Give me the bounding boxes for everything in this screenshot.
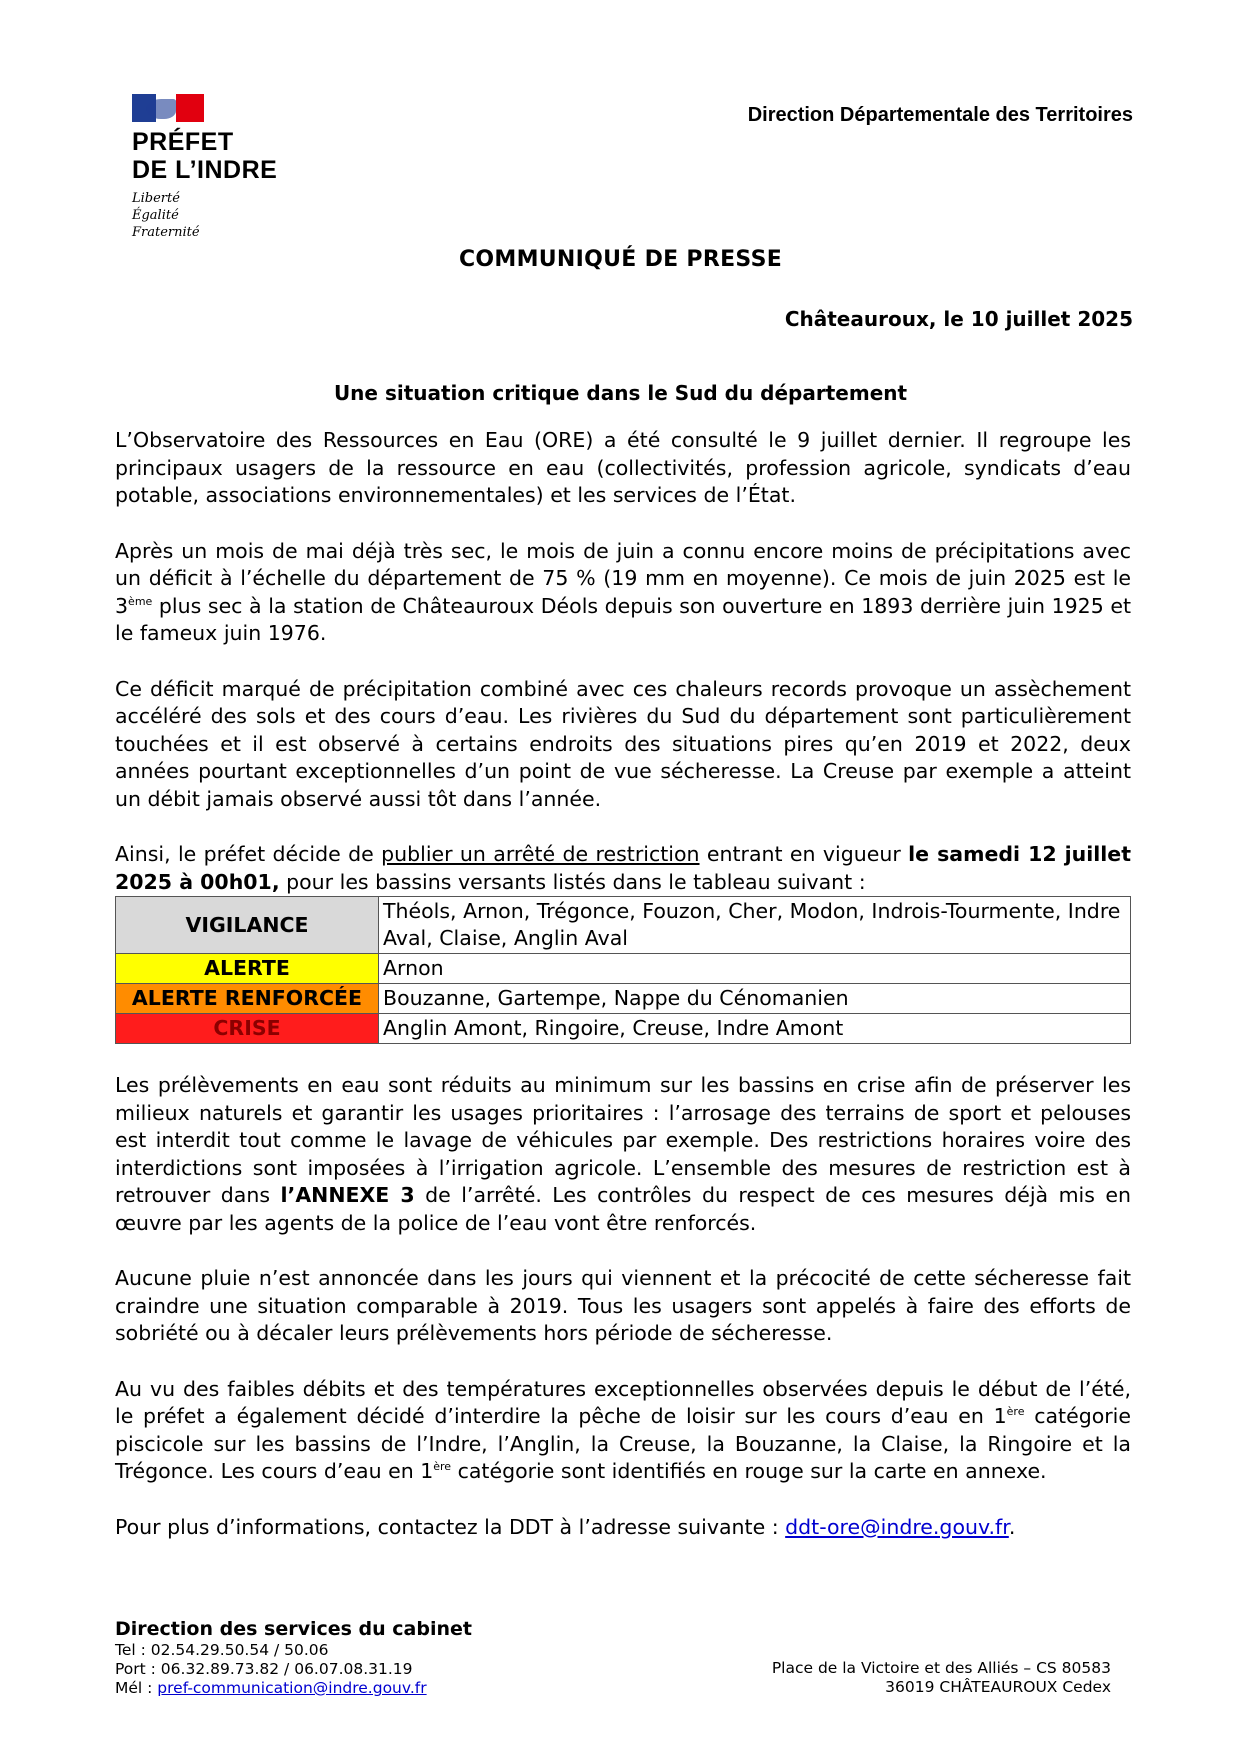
footer-heading: Direction des services du cabinet bbox=[115, 1618, 472, 1640]
footer-contact bbox=[115, 1617, 472, 1698]
footer-port: Port : 06.32.89.73.82 / 06.07.08.31.19 bbox=[115, 1660, 413, 1678]
level-crise: CRISE bbox=[116, 1014, 379, 1044]
paragraph-2: Après un mois de mai déjà très sec, le mois de juin a connu encore moins de précipitations avec un déficit à l’échelle du département de 75 % (19 mm en moyenne). Ce mois de juin 2025 est le 3ème plus sec à la station de Châteauroux Déols depuis son ouverture en 1893 derrière juin 1925 et le fameux juin 1976. bbox=[115, 538, 1131, 645]
motto-egalite: Égalité bbox=[132, 208, 179, 223]
address-line-1: Place de la Victoire et des Alliés – CS 80583 bbox=[771, 1659, 1111, 1677]
table-row bbox=[116, 897, 1131, 954]
motto-liberte: Liberté bbox=[132, 191, 180, 206]
logo-line-2: DE L’INDRE bbox=[132, 156, 278, 184]
body-text bbox=[115, 427, 1131, 1569]
footer-address bbox=[772, 1659, 1111, 1697]
level-vigilance: VIGILANCE bbox=[116, 897, 379, 954]
basins-cell: Théols, Arnon, Trégonce, Fouzon, Cher, Modon, Indrois-Tourmente, Indre Aval, Claise, Anglin Aval bbox=[379, 897, 1131, 954]
paragraph-1: L’Observatoire des Ressources en Eau (ORE) a été consulté le 9 juillet dernier. Il regroupe les principaux usagers de la ressource en eau (collectivités, profession agricole, syndicats d’eau potable, associations environnementales) et les services de l’État. bbox=[115, 428, 1131, 507]
logo-line-1: PRÉFET bbox=[132, 128, 234, 156]
level-alerte: ALERTE bbox=[116, 954, 379, 984]
paragraph-8: Pour plus d’informations, contactez la DDT à l’adresse suivante : ddt-ore@indre.gouv.fr. bbox=[115, 1514, 1016, 1539]
date-line: Châteauroux, le 10 juillet 2025 bbox=[784, 307, 1133, 331]
paragraph-7: Au vu des faibles débits et des températures exceptionnelles observées depuis le début de l’été, le préfet a également décidé d’interdire la pêche de loisir sur les cours d’eau en 1ère catégorie piscicole sur les bassins de l’Indre, l’Anglin, la Creuse, la Bouzanne, la Claise, la Ringoire et la Trégonce. Les cours d’eau en 1ère catégorie sont identifiés en rouge sur la carte en annexe. bbox=[115, 1376, 1131, 1483]
logo-title bbox=[132, 128, 292, 184]
arrete-link[interactable]: publier un arrêté de restriction bbox=[381, 842, 700, 866]
address-line-2: 36019 CHÂTEAUROUX Cedex bbox=[885, 1678, 1111, 1696]
marianne-flag-icon bbox=[132, 94, 204, 122]
footer-mel: Mél : pref-communication@indre.gouv.fr bbox=[115, 1679, 427, 1697]
basins-cell: Anglin Amont, Ringoire, Creuse, Indre Amont bbox=[379, 1014, 1131, 1044]
basins-cell: Bouzanne, Gartempe, Nappe du Cénomanien bbox=[379, 984, 1131, 1014]
subtitle: Une situation critique dans le Sud du département bbox=[333, 381, 908, 405]
footer-tel: Tel : 02.54.29.50.54 / 50.06 bbox=[115, 1641, 329, 1659]
paragraph-6: Aucune pluie n’est annoncée dans les jours qui viennent et la précocité de cette sécheresse fait craindre une situation comparable à 2019. Tous les usagers sont appelés à faire des efforts de sobriété ou à décaler leurs prélèvements hors période de sécheresse. bbox=[115, 1266, 1131, 1345]
table-row bbox=[116, 954, 1131, 984]
table-row bbox=[116, 984, 1131, 1014]
prefecture-logo bbox=[132, 94, 292, 241]
motto bbox=[132, 190, 292, 241]
restriction-table bbox=[115, 896, 1131, 1044]
contact-email-link[interactable]: ddt-ore@indre.gouv.fr bbox=[785, 1514, 1009, 1539]
paragraph-4: Ainsi, le préfet décide de publier un arrêté de restriction entrant en vigueur le samedi 12 juillet 2025 à 00h01, pour les bassins versants listés dans le tableau suivant : bbox=[115, 842, 1132, 894]
document-title: COMMUNIQUÉ DE PRESSE bbox=[458, 247, 783, 272]
basins-cell: Arnon bbox=[379, 954, 1131, 984]
table-row bbox=[116, 1014, 1131, 1044]
service-name: Direction Départementale des Territoires bbox=[747, 104, 1133, 126]
press-email-link[interactable]: pref-communication@indre.gouv.fr bbox=[157, 1679, 427, 1697]
paragraph-3: Ce déficit marqué de précipitation combiné avec ces chaleurs records provoque un assèchement accéléré des sols et des cours d’eau. Les rivières du Sud du département sont particulièrement touchées et il est observé à certains endroits des situations pires qu’en 2019 et 2022, deux années pourtant exceptionnelles d’un point de vue sécheresse. La Creuse par exemple a atteint un débit jamais observé aussi tôt dans l’année. bbox=[115, 676, 1131, 811]
paragraph-5: Les prélèvements en eau sont réduits au minimum sur les bassins en crise afin de préserver les milieux naturels et garantir les usages prioritaires : l’arrosage des terrains de sport et pelouses est interdit tout comme le lavage de véhicules par exemple. Des restrictions horaires voire des interdictions sont imposées à l’irrigation agricole. L’ensemble des mesures de restriction est à retrouver dans l’ANNEXE 3 de l’arrêté. Les contrôles du respect de ces mesures déjà mis en œuvre par les agents de la police de l’eau vont être renforcés. bbox=[115, 1073, 1131, 1235]
motto-fraternite: Fraternité bbox=[132, 225, 200, 240]
level-alerte-renforcee: ALERTE RENFORCÉE bbox=[116, 984, 379, 1014]
